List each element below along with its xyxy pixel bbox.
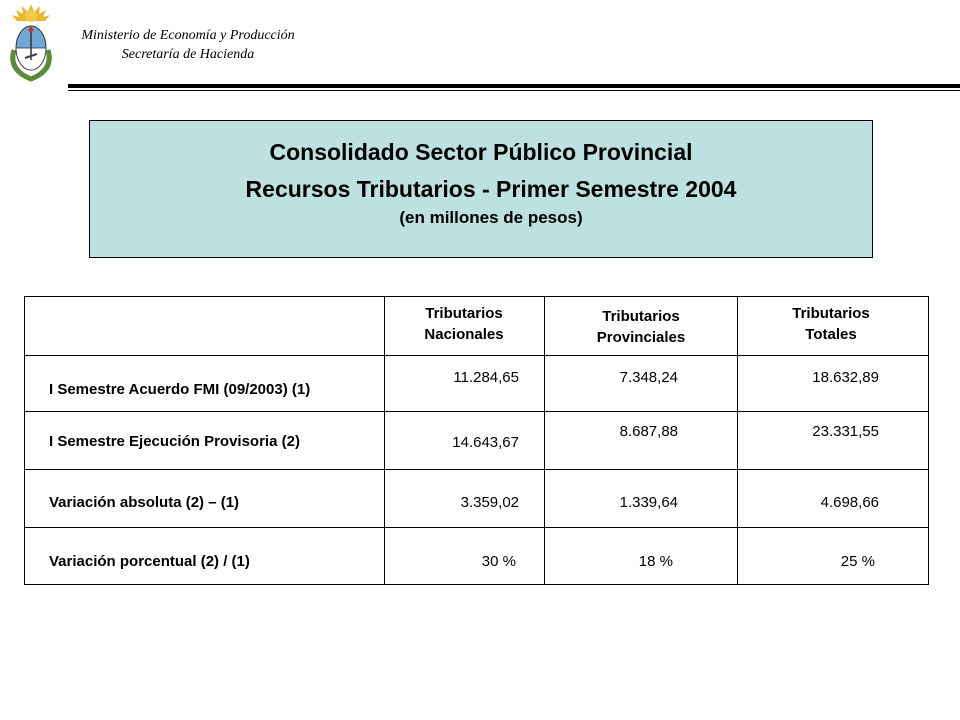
data-table	[24, 296, 929, 585]
title-units: (en millones de pesos)	[399, 208, 583, 227]
secretariat-name: Secretaría de Hacienda	[121, 47, 255, 62]
table-cell: 8.687,88	[619, 423, 678, 440]
ministry-name: Ministerio de Economía y Producción	[81, 28, 295, 43]
column-header-line: Tributarios	[425, 305, 503, 322]
row-label: I Semestre Acuerdo FMI (09/2003) (1)	[49, 381, 311, 398]
title-line-1: Consolidado Sector Público Provincial	[269, 139, 693, 165]
row-divider	[25, 527, 928, 528]
table-cell: 18.632,89	[812, 369, 879, 386]
row-label: Variación porcentual (2) / (1)	[49, 553, 250, 570]
column-header-nacionales	[384, 303, 544, 345]
table-cell: 18 %	[638, 553, 673, 570]
argentina-coat-of-arms-icon	[4, 2, 58, 82]
row-label: I Semestre Ejecución Provisoria (2)	[49, 433, 300, 450]
column-divider	[544, 297, 545, 584]
header-rule	[68, 84, 960, 88]
table-cell: 7.348,24	[619, 369, 678, 386]
title-line-2: Recursos Tributarios - Primer Semestre 2004	[245, 176, 737, 202]
table-cell: 25 %	[840, 553, 875, 570]
table-cell: 30 %	[481, 553, 516, 570]
column-header-line: Tributarios	[792, 305, 870, 322]
row-divider	[25, 411, 928, 412]
header-rule-thin	[68, 90, 960, 91]
column-divider	[737, 297, 738, 584]
row-divider	[25, 355, 928, 356]
ministry-header	[58, 26, 318, 64]
table-cell: 3.359,02	[460, 494, 519, 511]
column-header-line: Provinciales	[596, 329, 686, 346]
column-header-line: Tributarios	[602, 308, 680, 325]
title-box	[89, 120, 873, 258]
table-cell: 4.698,66	[820, 494, 879, 511]
column-header-line: Nacionales	[424, 326, 504, 343]
table-cell: 14.643,67	[452, 434, 519, 451]
row-divider	[25, 469, 928, 470]
table-cell: 11.284,65	[453, 369, 519, 386]
column-header-totales	[751, 303, 911, 345]
column-header-line: Totales	[805, 326, 857, 343]
column-header-provinciales	[561, 306, 721, 348]
row-label: Variación absoluta (2) – (1)	[49, 494, 240, 511]
table-cell: 23.331,55	[812, 423, 879, 440]
table-cell: 1.339,64	[619, 494, 678, 511]
